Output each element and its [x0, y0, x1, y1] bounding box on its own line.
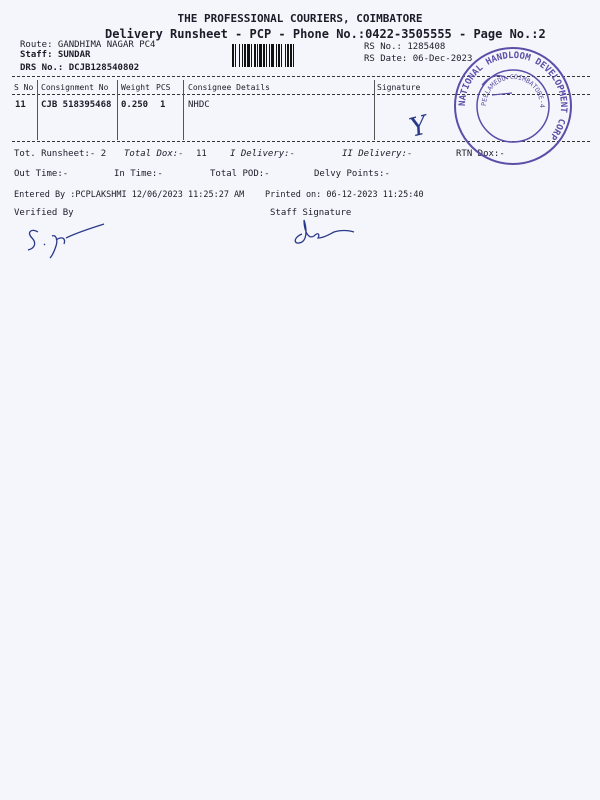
verified-by-label: Verified By	[14, 208, 74, 218]
barcode-bar	[239, 44, 240, 67]
seal-inner-text: PEELAMEDU COIMBATORE-4	[479, 72, 547, 108]
company-title: THE PROFESSIONAL COURIERS, COIMBATORE	[177, 12, 423, 25]
runsheet-title: Delivery Runsheet - PCP - Phone No.:0422-3505555 - Page No.:2	[105, 27, 546, 41]
barcode-bar	[259, 44, 262, 67]
barcode-bar	[244, 44, 246, 67]
total-dox-value: 11	[196, 149, 207, 159]
barcode-bar	[266, 44, 267, 67]
header-sno: S No	[14, 83, 34, 92]
signature-mark: Y	[406, 110, 431, 144]
col-divider	[183, 80, 184, 140]
ii-delivery: II Delivery:-	[342, 149, 413, 159]
staff-signature	[290, 214, 365, 249]
barcode-bar	[287, 44, 289, 67]
header-pcs: PCS	[156, 83, 171, 92]
printed-on: Printed on: 06-12-2023 11:25:40	[265, 190, 424, 200]
header-consignment: Consignment No	[41, 83, 109, 92]
rs-date: RS Date: 06-Dec-2023	[364, 54, 473, 64]
rtn-dox: RTN Dox:-	[456, 149, 505, 159]
rs-number: RS No.: 1285408	[364, 42, 446, 52]
barcode-bar	[276, 44, 277, 67]
company-seal	[452, 45, 574, 167]
cell-consignment: CJB 518395468	[41, 100, 112, 110]
barcode-bar	[269, 44, 270, 67]
cell-pcs: 1	[160, 100, 166, 110]
col-divider	[37, 80, 38, 140]
barcode-bar	[263, 44, 265, 67]
col-divider	[374, 80, 375, 140]
staff-label: Staff: SUNDAR	[20, 50, 91, 60]
barcode-bar	[242, 44, 243, 67]
tot-runsheet: Tot. Runsheet:- 2	[14, 149, 107, 159]
header-signature: Signature	[377, 83, 421, 92]
barcode-bar	[235, 44, 236, 67]
header-weight: Weight	[121, 83, 150, 92]
barcode-bar	[285, 44, 286, 67]
barcode-bar	[293, 44, 294, 67]
barcode-bar	[251, 44, 252, 67]
verified-signature	[22, 218, 112, 263]
total-pod: Total POD:-	[210, 169, 270, 179]
barcode-bar	[290, 44, 292, 67]
total-dox-label: Total Dox:-	[124, 149, 184, 159]
in-time: In Time:-	[114, 169, 163, 179]
header-consignee: Consignee Details	[188, 83, 270, 92]
col-divider	[117, 80, 118, 140]
i-delivery: I Delivery:-	[230, 149, 296, 159]
delvy-points: Delvy Points:-	[314, 169, 390, 179]
barcode-bar	[281, 44, 282, 67]
barcode-bar	[232, 44, 234, 67]
barcode-bar	[257, 44, 258, 67]
barcode-bar	[254, 44, 256, 67]
out-time: Out Time:-	[14, 169, 69, 179]
barcode-bar	[278, 44, 280, 67]
route-label: Route: GANDHIMA NAGAR PC4	[20, 40, 156, 50]
cell-consignee: NHDC	[188, 100, 210, 110]
barcode-bar	[247, 44, 250, 67]
seal-outer-text: NATIONAL HANDLOOM DEVELOPMENT CORP	[457, 50, 569, 142]
cell-weight: 0.250	[121, 100, 149, 110]
barcode	[232, 44, 356, 67]
staff-signature-label: Staff Signature	[270, 208, 352, 218]
entered-by: Entered By :PCPLAKSHMI 12/06/2023 11:25:27 AM	[14, 190, 245, 200]
barcode-bar	[271, 44, 274, 67]
drs-number: DRS No.: DCJB128540802	[20, 63, 140, 73]
cell-sno: 11	[15, 100, 26, 110]
